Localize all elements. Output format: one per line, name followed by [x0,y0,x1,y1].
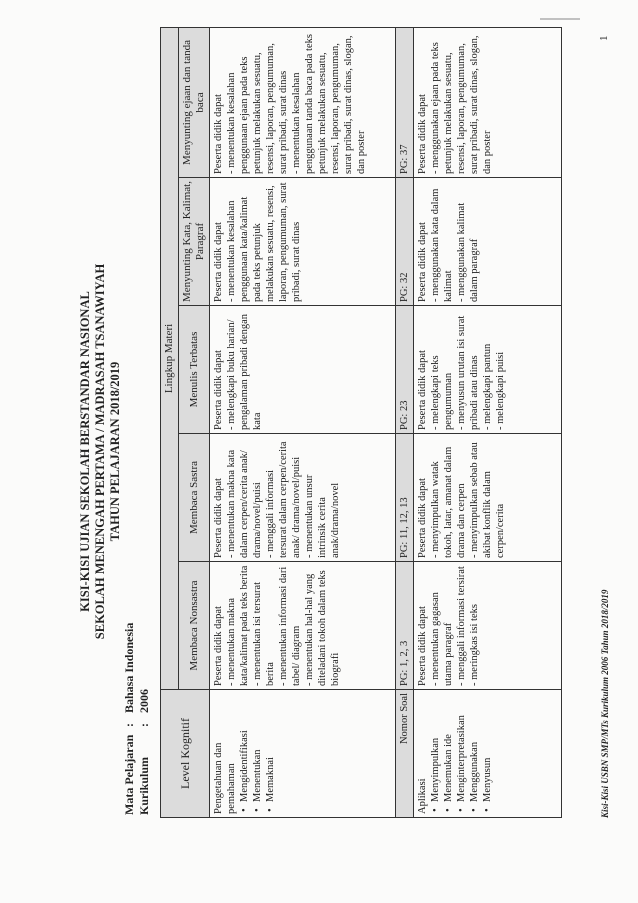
page-number: 1 [598,35,610,41]
level-item: • Mengidentifikasi [238,693,251,802]
level-item: • Menyusun [481,693,494,802]
question-numbers: PG: 37 [396,27,414,177]
level-item: • Menggunakan [468,693,481,802]
table-row [414,27,562,817]
nomor-soal-row [396,27,414,817]
indicator-cell: Peserta didik dapat - menentukan makna kata/kalimat pada teks berita - menentukan isi tersurat berita - menentukan informasi dari tabel/ diagram - menentukan hal-hal yang diteladani tokoh dalam teks biografi [210,562,396,690]
level-item: • Menemukan ide [442,693,455,802]
title-line-3: TAHUN PELAJARAN 2018/2019 [108,361,122,542]
header-level-kognitif: Level Kognitif [161,690,210,818]
level-item: • Menyimpulkan [429,693,442,802]
header-lingkup-materi: Lingkup Materi [161,27,179,689]
indicator-cell: Peserta didik dapat - menentukan makna kata dalam cerpen/cerita anak/ drama/novel/puisi - menggali informasi tersurat dalam cerpen/cerita anak/ drama/novel/puisi - menentukan unsur intrinsik cerita anak/drama/novel [210,434,396,562]
level-item: • Memaknai [264,693,277,802]
table-row [210,27,396,817]
curriculum-label: Kurikulum [137,756,151,815]
level-item: • Menginterpretasikan [455,693,468,802]
header-membaca-nonsastra: Membaca Nonsastra [179,562,210,690]
indicator-cell: Peserta didik dapat - menyimpulkan watak tokoh, latar, amanat dalam drama dan cerpen - menyimpulkan sebab atau akibat konflik dalam cerpen/cerita [414,434,562,562]
indicator-cell: Peserta didik dapat - menentukan kesalahan penggunaan kata/kalimat pada teks petunjuk melakukan sesuatu, resensi, laporan, pengumuman, surat pribadi, surat dinas [210,178,396,306]
indicator-cell: Peserta didik dapat - melengkapi buku harian/ pengalaman pribadi dengan kata [210,306,396,434]
question-numbers: PG: 32 [396,178,414,306]
question-numbers: PG: 1, 2, 3 [396,562,414,690]
question-numbers: PG: 23 [396,306,414,434]
question-numbers: PG: 11, 12, 13 [396,434,414,562]
indicator-cell: Peserta didik dapat - melengkapi teks pengumuman - menyusun urutan isi surat pribadi atau dinas - melengkapi pantun - melengkapi puisi [414,306,562,434]
level-title: Aplikasi [417,778,428,814]
subject-value: Bahasa Indonesia [122,622,136,713]
nomor-soal-label: Nomor Soal [396,690,414,818]
header-menyunting-kata: Menyunting Kata, Kalimat, Paragraf [179,178,210,306]
indicator-cell: Peserta didik dapat - menentukan kesalahan penggunaan ejaan pada teks petunjuk melakukan sesuatu, resensi, laporan, pengumuman, surat pribadi, surat dinas - menentukan kesalahan penggunaan tanda baca pada teks petunjuk melakukan sesuatu, resensi, laporan, pengumuman, surat pribadi, surat dinas, slogan, dan poster [210,27,396,177]
level-title: Pengetahuan dan pemahaman [213,742,237,814]
header-menulis-terbatas: Menulis Terbatas [179,306,210,434]
title-line-2: SEKOLAH MENENGAH PERTAMA / MADRASAH TSANAWIYAH [93,263,107,640]
footer-note: Kisi-Kisi USBN SMP/MTs Kurikulum 2006 Tahun 2018/2019 [600,589,610,818]
indicator-cell: Peserta didik dapat - menentukan gagasan utama paragraf - menggali informasi tersirat - meringkas isi teks [414,562,562,690]
header-menyunting-ejaan: Menyunting ejaan dan tanda baca [179,27,210,177]
header-membaca-sastra: Membaca Sastra [179,434,210,562]
indicator-cell: Peserta didik dapat - menggunakan ejaan pada teks petunjuk melakukan sesuatu, resensi, laporan, pengumuman, surat pribadi, surat dinas, slogan, dan poster [414,27,562,177]
level-item: • Menentukan [251,693,264,802]
indicator-cell: Peserta didik dapat - menggunakan kata dalam kalimat - menggunakan kalimat dalam paragraf [414,178,562,306]
curriculum-value: 2006 [137,689,151,713]
document-title [78,0,123,903]
kisi-kisi-table [160,27,562,818]
subject-label: Mata Pelajaran [122,734,136,815]
title-line-1: KISI-KISI UJIAN SEKOLAH BERSTANDAR NASIONAL [78,291,92,612]
document-meta: Mata Pelajaran : Bahasa Indonesia Kurikulum : 2006 [122,622,151,815]
level-cell-aplikasi [414,690,562,818]
level-cell-pengetahuan [210,690,396,818]
